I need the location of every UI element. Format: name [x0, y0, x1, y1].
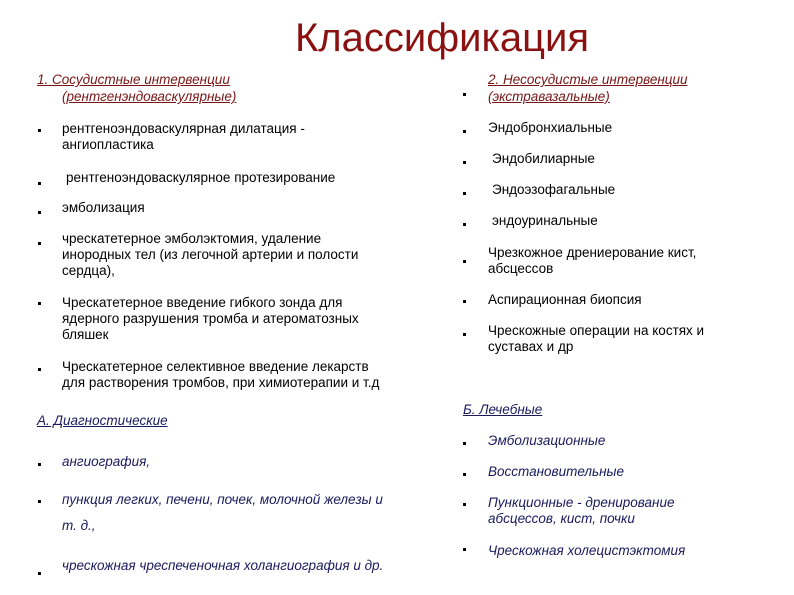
right-item-3: Эндоэзофагальные	[492, 182, 616, 197]
bullet-marker	[463, 300, 466, 303]
bullet-marker	[38, 211, 41, 214]
bullet-marker	[38, 129, 41, 132]
bullet-marker	[38, 368, 41, 371]
page-title: Классификация	[294, 16, 590, 60]
bullet-marker	[463, 442, 466, 445]
bullet-marker	[38, 500, 41, 503]
right-item-5-line-2: абсцессов	[488, 261, 554, 276]
diagnostic-heading: А. Диагностические	[37, 413, 168, 428]
bullet-marker	[38, 572, 41, 575]
left-item-5-line-1: Чрескатетерное введение гибкого зонда для	[62, 295, 343, 310]
bullet-marker	[38, 463, 41, 466]
left-heading-line-2: (рентгенэндоваскулярные)	[62, 89, 237, 104]
bullet-marker	[463, 503, 466, 506]
bullet-marker	[38, 302, 41, 305]
right-heading-line-1: 2. Несосудистые интервенции	[488, 72, 688, 87]
right-item-4: эндоуринальные	[492, 213, 598, 228]
diag-item-3: чрескожная чреспеченочная холангиография и др.	[62, 558, 384, 573]
ther-item-4: Чрескожная холецистэктомия	[488, 543, 686, 558]
ther-item-3-line-2: абсцессов, кист, почки	[488, 511, 635, 526]
bullet-marker	[463, 333, 466, 336]
right-item-6: Аспирационная биопсия	[488, 292, 642, 307]
left-item-1-line-1: рентгеноэндоваскулярная дилатация -	[62, 121, 305, 136]
left-item-3: эмболизация	[62, 200, 145, 215]
right-heading-line-2: (экстравазальные)	[488, 89, 610, 104]
right-item-7-line-1: Чрескожные операции на костях и	[488, 323, 705, 338]
bullet-marker	[38, 182, 41, 185]
diag-item-2-line-2: т. д.,	[62, 518, 96, 533]
left-item-6-line-2: для растворения тромбов, при химиотерапии и т.д	[62, 375, 380, 390]
bullet-marker	[463, 548, 466, 551]
left-item-4-line-1: чрескатетерное эмболэктомия, удаление	[62, 231, 322, 246]
right-item-2: Эндобилиарные	[492, 151, 595, 166]
right-item-7-line-2: суставах и др	[488, 339, 574, 354]
left-item-5-line-2: ядерного разрушения тромба и атероматозных	[62, 311, 359, 326]
left-item-4-line-3: сердца),	[62, 263, 115, 278]
bullet-marker	[38, 242, 41, 245]
bullet-marker	[463, 260, 466, 263]
bullet-marker	[463, 192, 466, 195]
ther-item-1: Эмболизационные	[488, 433, 606, 448]
diag-item-1: ангиография,	[62, 454, 151, 469]
bullet-marker	[463, 473, 466, 476]
right-item-1: Эндобронхиальные	[488, 120, 613, 135]
bullet-marker	[463, 93, 466, 96]
left-item-6-line-1: Чрескатетерное селективное введение лекарств	[62, 359, 369, 374]
left-item-2: рентгеноэндоваскулярное протезирование	[66, 170, 336, 185]
ther-item-3-line-1: Пункционные - дренирование	[488, 495, 675, 510]
left-item-1-line-2: ангиопластика	[62, 137, 154, 152]
right-item-5-line-1: Чрезкожное дрениерование кист,	[488, 245, 697, 260]
left-item-5-line-3: бляшек	[62, 327, 109, 342]
bullet-marker	[463, 161, 466, 164]
left-item-4-line-2: инородных тел (из легочной артерии и полости	[62, 247, 359, 262]
bullet-marker	[463, 223, 466, 226]
bullet-marker	[463, 130, 466, 133]
ther-item-2: Восстановительные	[488, 464, 624, 479]
therapeutic-heading: Б. Лечебные	[463, 402, 543, 417]
left-heading-line-1: 1. Сосудистные интервенции	[37, 72, 230, 87]
diag-item-2-line-1: пункция легких, печени, почек, молочной железы и	[62, 492, 383, 507]
